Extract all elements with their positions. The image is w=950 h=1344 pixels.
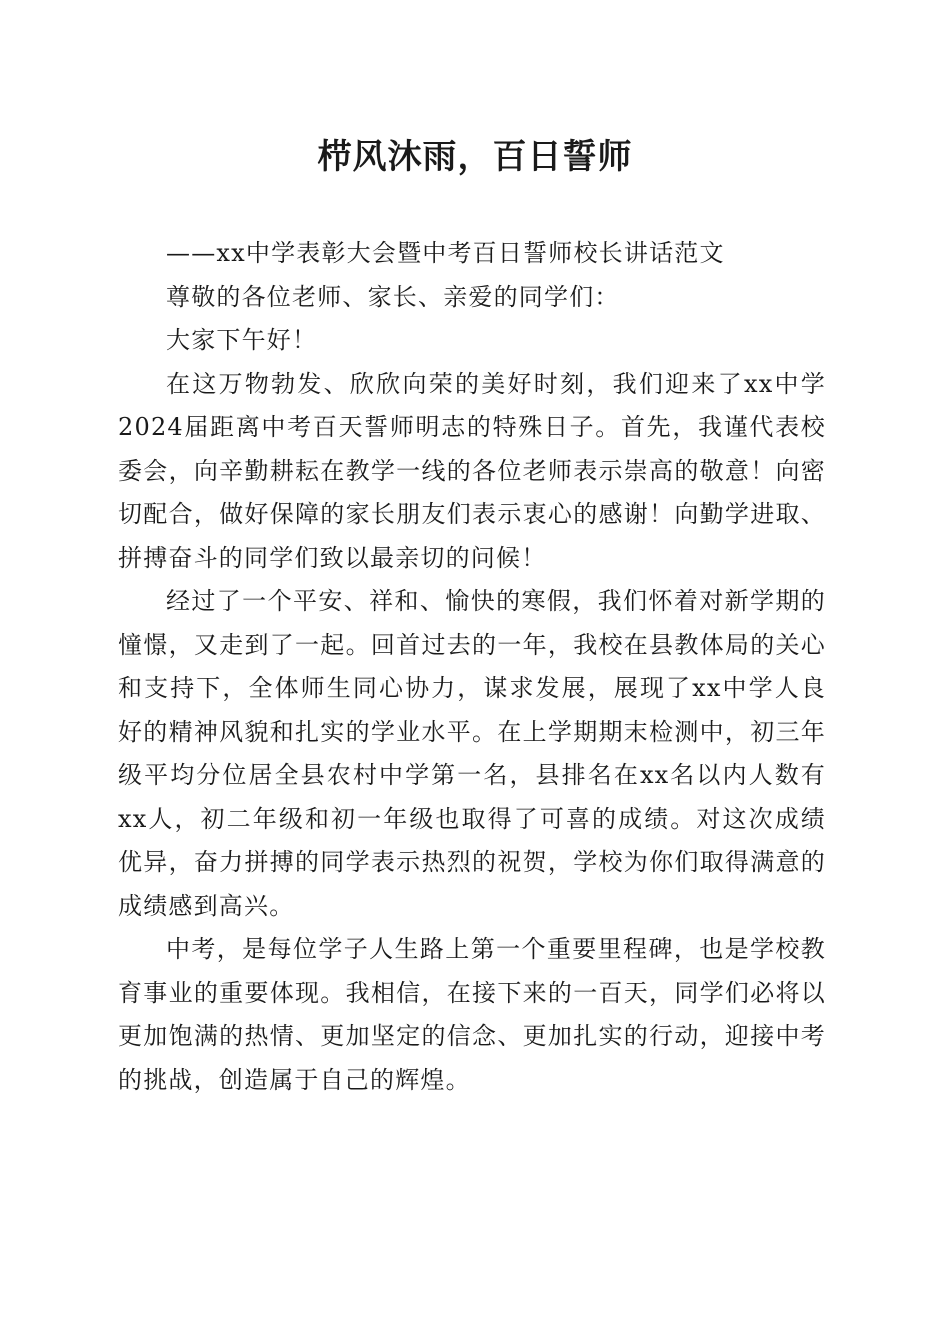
- salutation: 尊敬的各位老师、家长、亲爱的同学们：: [166, 282, 620, 311]
- document-body: [118, 232, 826, 1102]
- paragraph-exam: 中考，是每位学子人生路上第一个重要里程碑，也是学校教育事业的重要体现。我相信，在接下来的一百天，同学们必将以更加饱满的热情、更加坚定的信念、更加扎实的行动，迎接中考的挑战，创造属于自己的辉煌。: [118, 935, 826, 1094]
- document-title: 栉风沐雨，百日誓师: [317, 137, 633, 177]
- paragraph-review: 经过了一个平安、祥和、愉快的寒假，我们怀着对新学期的憧憬，又走到了一起。回首过去的一年，我校在县教体局的关心和支持下，全体师生同心协力，谋求发展，展现了xx中学人良好的精神风貌和扎实的学业水平。在上学期期末检测中，初三年级平均分位居全县农村中学第一名，县排名在xx名以内人数有xx人，初二年级和初一年级也取得了可喜的成绩。对这次成绩优异，奋力拼搏的同学表示热烈的祝贺，学校为你们取得满意的成绩感到高兴。: [118, 587, 826, 920]
- subtitle: ——xx中学表彰大会暨中考百日誓师校长讲话范文: [166, 239, 725, 267]
- greeting: 大家下午好！: [166, 326, 318, 354]
- paragraph-opening: 在这万物勃发、欣欣向荣的美好时刻，我们迎来了xx中学2024届距离中考百天誓师明志的特殊日子。首先，我谨代表校委会，向辛勤耕耘在教学一线的各位老师表示崇高的敬意！向密切配合，做好保障的家长朋友们表示衷心的感谢！向勤学进取、拼搏奋斗的同学们致以最亲切的问候！: [118, 369, 826, 572]
